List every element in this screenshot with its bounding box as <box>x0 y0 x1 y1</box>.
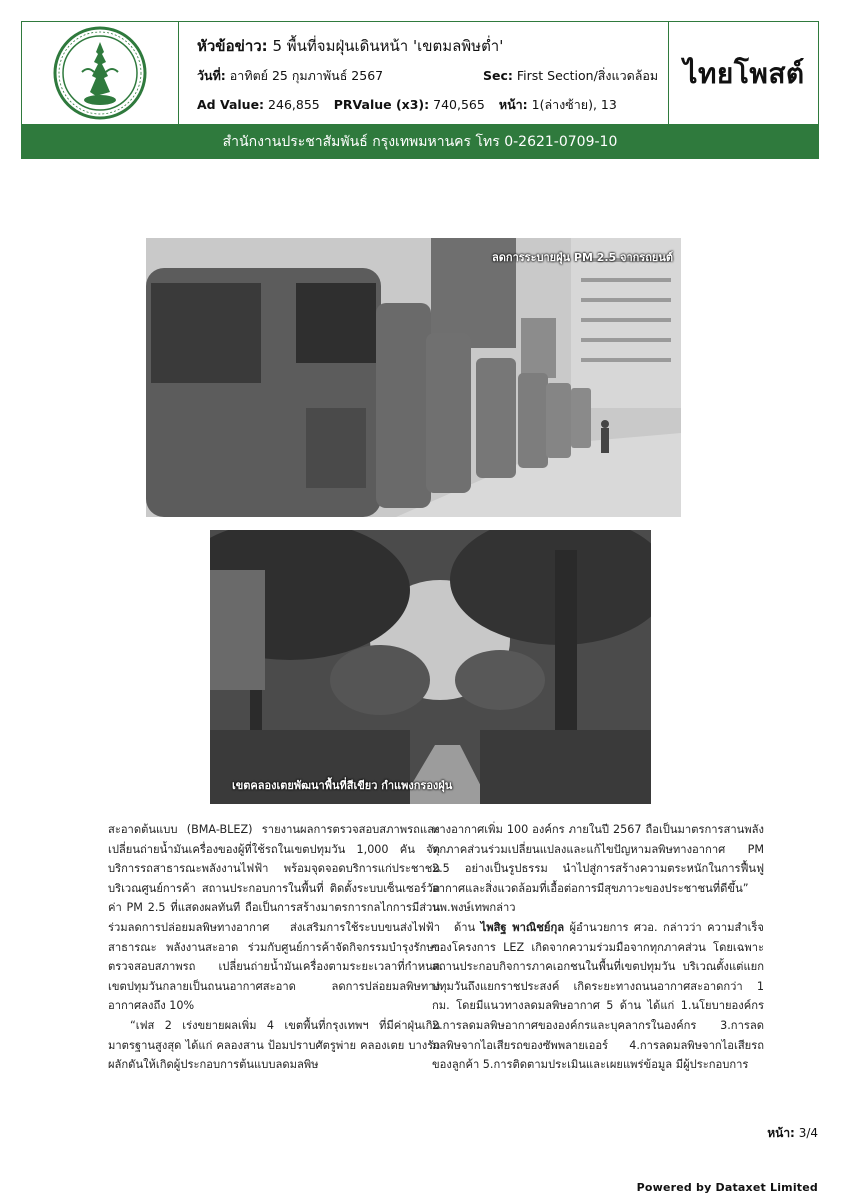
page-number-label: หน้า: <box>767 1126 795 1140</box>
publication-cell <box>668 22 819 125</box>
logo-cell <box>22 22 179 125</box>
section-value: First Section/สิ่งแวดล้อม <box>516 68 659 83</box>
col2-paragraph-2 <box>432 918 764 1075</box>
ad-value-label: Ad Value: <box>197 97 265 112</box>
headline-label: หัวข้อข่าว: <box>197 37 268 55</box>
section-label: Sec: <box>483 68 513 83</box>
office-line: สำนักงานประชาสัมพันธ์ กรุงเทพมหานคร โทร 0-2621-0709-10 <box>222 133 618 150</box>
headline-row <box>197 34 503 58</box>
col2-paragraph-1: ทางอากาศเพิ่ม 100 องค์กร ภายในปี 2567 ถือเป็นมาตรการสานพลังทุกภาคส่วนร่วมเปลี่ยนแปลงและแก้ไขปัญหามลพิษทางอากาศ PM 2.5 อย่างเป็นรูปธรรม นำไปสู่การสร้างความตระหนักในการฟื้นฟูอากาศและสิ่งแวดล้อมที่เอื้อต่อการมีสุขภาวะของประชาชนที่ดีขึ้น” นพ.พงษ์เทพกล่าว <box>432 823 764 915</box>
value-row <box>197 95 617 115</box>
bma-seal-icon <box>22 22 178 125</box>
col1-paragraph-1: สะอาดต้นแบบ (BMA-BLEZ) รายงานผลการตรวจสอบสภาพรถและเปลี่ยนถ่ายน้ำมันเครื่องของผู้ที่ใช้รถในเขตปทุมวัน 1,000 คัน จัดบริการรถสาธารณะพลังงานไฟฟ้า พร้อมจุดจอดบริการแก่ประชาชนบริเวณศูนย์การค้า สถานประกอบการในพื้นที่ ติดตั้งระบบเซ็นเซอร์วัดค่า PM 2.5 ที่แสดงผลทันที ถือเป็นการสร้างมาตรการกลไกการมีส่วนร่วมลดการปล่อยมลพิษทางอากาศ ส่งเสริมการใช้ระบบขนส่งไฟฟ้าสาธารณะ พลังงานสะอาด ร่วมกับศูนย์การค้าจัดกิจกรรมบำรุงรักษาตรวจสอบสภาพรถ เปลี่ยนถ่ายน้ำมันเครื่องตามระยะเวลาที่กำหนด เขตปทุมวันกลายเป็นถนนอากาศสะอาด ลดการปล่อยมลพิษทางอากาศลงถึง 10% <box>108 823 440 1013</box>
headline-info <box>179 22 667 125</box>
date-label: วันที่: <box>197 68 226 83</box>
pr-value-label: PRValue (x3): <box>333 97 430 112</box>
headline-text: 5 พื้นที่จมฝุ่นเดินหน้า 'เขตมลพิษต่ำ' <box>272 37 504 55</box>
photo2-caption: เขตคลองเตยพัฒนาพื้นที่สีเขียว กำแพงกรองฝุ่น <box>232 779 453 792</box>
person-name: ไพสิฐ พาณิชย์กุล <box>480 920 565 934</box>
date-row <box>197 66 383 86</box>
bus-photo-illustration <box>146 238 681 517</box>
page-number <box>767 1124 818 1143</box>
bus-photo <box>146 238 681 517</box>
article-column-2 <box>432 820 764 1075</box>
col2-lead: ด้าน <box>454 920 481 934</box>
date-value: อาทิตย์ 25 กุมภาพันธ์ 2567 <box>229 68 384 83</box>
publication-name: ไทยโพสต์ <box>683 56 805 90</box>
page-value: 1(ล่างซ้าย), 13 <box>531 97 617 112</box>
news-clipping-header <box>21 21 819 159</box>
garden-photo-illustration <box>210 530 651 804</box>
powered-by: Powered by Dataxet Limited <box>636 1181 818 1194</box>
col1-paragraph-2: “เฟส 2 เร่งขยายผลเพิ่ม 4 เขตพื้นที่กรุงเทพฯ ที่มีค่าฝุ่นเกินมาตรฐานสูงสุด ได้แก่ คลองสาน ป้อมปราบศัตรูพ่าย คลองเตย บางรัก ผลักดันให้เกิดผู้ประกอบการต้นแบบลดมลพิษ <box>108 1018 440 1072</box>
garden-photo <box>210 530 651 804</box>
pr-value: 740,565 <box>433 97 485 112</box>
col2-rest: ผู้อำนวยการ ศวอ. กล่าวว่า ความสำเร็จของโครงการ LEZ เกิดจากความร่วมมือจากทุกภาคส่วน โดยเฉพาะสถานประกอบกิจการภาคเอกชนในพื้นที่เขตปทุมวัน บริเวณตั้งแต่แยกปทุมวันถึงแยกราชประสงค์ เกิดระยะทางถนนอากาศสะอาดกว่า 1 กม. โดยมีแนวทางลดมลพิษอากาศ 5 ด้าน ได้แก่ 1.นโยบายองค์กร 2.การลดมลพิษอากาศขององค์กรและบุคลากรในองค์กร 3.การลดมลพิษจากไอเสียรถของซัพพลายเออร์ 4.การลดมลพิษจากไอเสียรถของลูกค้า 5.การติดตามประเมินและเผยแพร่ข้อมูล มีผู้ประกอบการ <box>432 920 764 1072</box>
photo1-caption: ลดการระบายฝุ่น PM 2.5 จากรถยนต์ <box>492 251 673 264</box>
section-row <box>483 66 658 86</box>
office-contact-bar <box>21 124 819 159</box>
ad-value: 246,855 <box>268 97 320 112</box>
page-label: หน้า: <box>498 97 528 112</box>
header-info-box <box>21 21 819 125</box>
page-number-value: 3/4 <box>798 1126 818 1140</box>
article-column-1 <box>108 820 440 1075</box>
